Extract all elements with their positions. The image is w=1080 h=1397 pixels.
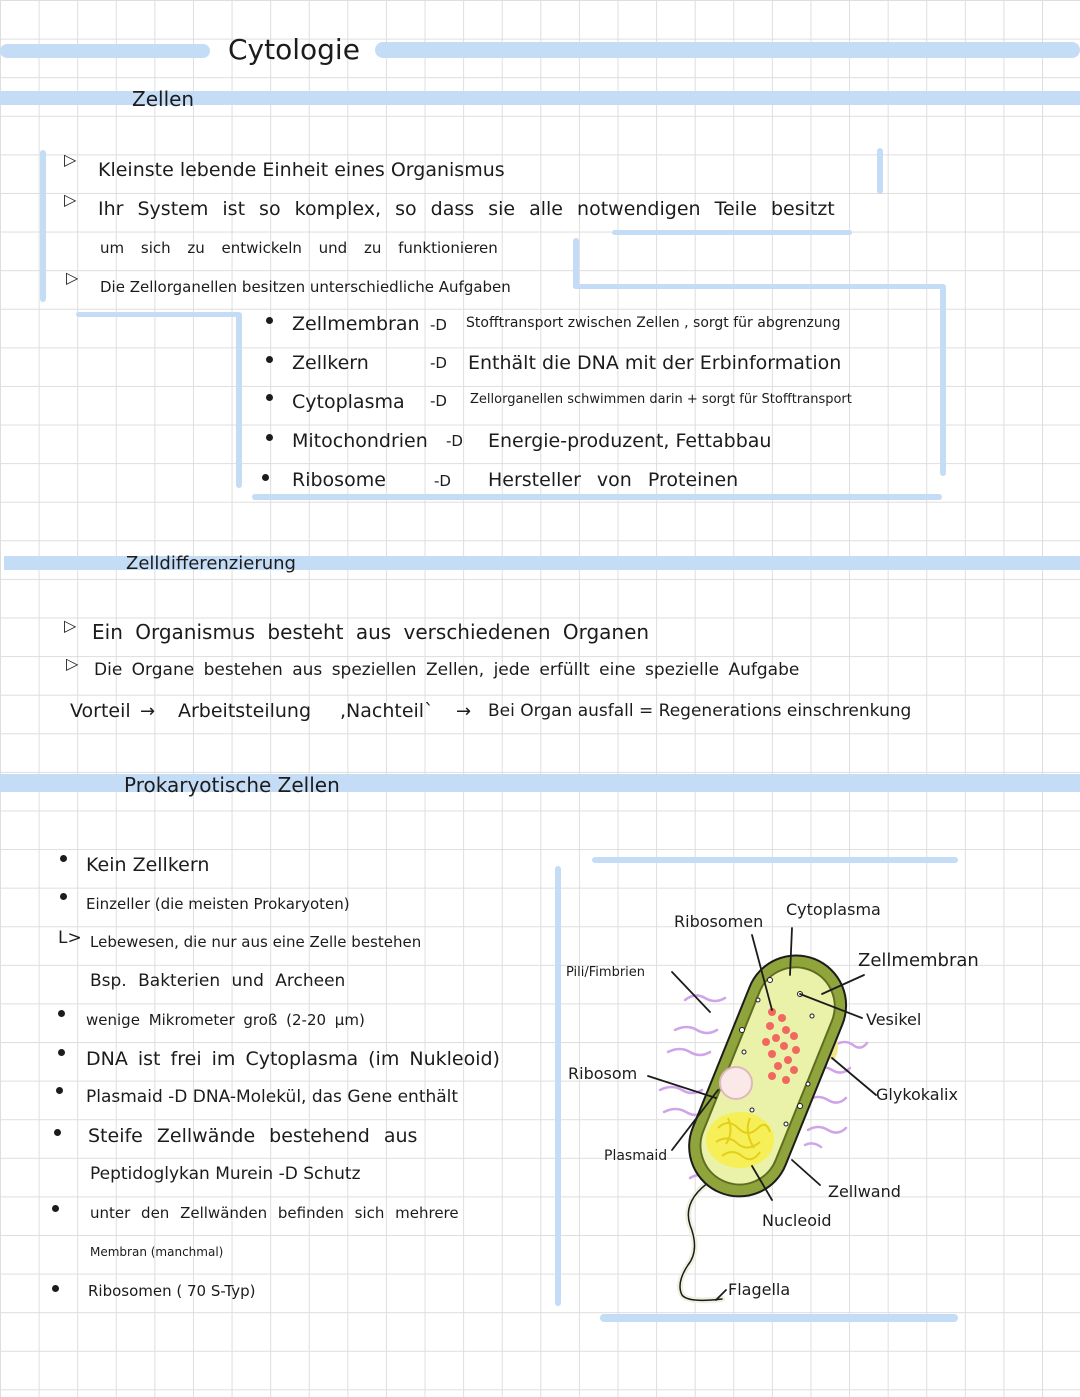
label-plasmaid: Plasmaid bbox=[604, 1148, 668, 1164]
label-zellmembran: Zellmembran bbox=[858, 950, 979, 971]
nachteil-label: ,Nachteil` bbox=[340, 700, 434, 722]
prokaryoten-line: unter den Zellwänden befinden sich mehrere bbox=[90, 1204, 459, 1222]
arrow: -D bbox=[430, 354, 447, 372]
hook-arrow: L> bbox=[58, 928, 82, 948]
label-glykokalix: Glykokalix bbox=[876, 1085, 958, 1104]
prokaryoten-line: Peptidoglykan Murein -D Schutz bbox=[90, 1164, 361, 1184]
arrow: -D bbox=[430, 392, 447, 410]
zellen-point-3: Die Zellorganellen besitzen unterschiedliche Aufgaben bbox=[100, 278, 511, 296]
section-heading-differenzierung: Zelldifferenzierung bbox=[126, 553, 296, 574]
organelle-name: Zellkern bbox=[292, 352, 369, 374]
triangle-marker: ▷ bbox=[66, 654, 79, 673]
nachteil-text: Bei Organ ausfall = Regenerations einschrenkung bbox=[488, 701, 912, 721]
label-pili: Pili/Fimbrien bbox=[566, 965, 646, 980]
organelle-name: Zellmembran bbox=[292, 313, 420, 335]
prokaryoten-line: DNA ist frei im Cytoplasma (im Nukleoid) bbox=[86, 1048, 500, 1070]
label-ribosomen: Ribosomen bbox=[674, 912, 764, 931]
prokaryoten-line: Einzeller (die meisten Prokaryoten) bbox=[86, 895, 350, 913]
organelle-desc: Zellorganellen schwimmen darin + sorgt für Stofftransport bbox=[470, 392, 852, 407]
triangle-marker: ▷ bbox=[64, 190, 77, 209]
prokaryoten-line: wenige Mikrometer groß (2-20 µm) bbox=[86, 1011, 365, 1029]
label-flagella: Flagella bbox=[728, 1280, 791, 1299]
organelle-name: Mitochondrien bbox=[292, 430, 428, 452]
arrow: → bbox=[456, 701, 472, 722]
prokaryoten-line: Bsp. Bakterien und Archeen bbox=[90, 971, 346, 991]
arrow: → bbox=[140, 701, 156, 722]
differenzierung-point-1: Ein Organismus besteht aus verschiedenen Organen bbox=[92, 620, 650, 644]
section-heading-prokaryoten: Prokaryotische Zellen bbox=[124, 773, 340, 797]
label-zellwand: Zellwand bbox=[828, 1182, 901, 1201]
arrow: -D bbox=[430, 316, 447, 334]
triangle-marker: ▷ bbox=[64, 150, 77, 169]
zellen-point-1: Kleinste lebende Einheit eines Organismus bbox=[98, 159, 505, 181]
zellen-point-2-cont: um sich zu entwickeln und zu funktionieren bbox=[100, 239, 498, 257]
prokaryoten-line: Membran (manchmal) bbox=[90, 1245, 224, 1259]
nucleoid bbox=[706, 1112, 774, 1168]
triangle-marker: ▷ bbox=[66, 268, 79, 287]
organelle-desc: Energie-produzent, Fettabbau bbox=[488, 430, 772, 452]
differenzierung-point-2: Die Organe bestehen aus speziellen Zellen, jede erfüllt eine spezielle Aufgabe bbox=[94, 660, 800, 680]
zellen-point-2: Ihr System ist so komplex, so dass sie alle notwendigen Teile besitzt bbox=[98, 198, 835, 220]
label-ribosom: Ribosom bbox=[568, 1064, 638, 1083]
page-title: Cytologie bbox=[228, 33, 360, 66]
arrow: -D bbox=[434, 472, 451, 490]
organelle-name: Cytoplasma bbox=[292, 391, 405, 413]
label-cytoplasma: Cytoplasma bbox=[786, 900, 881, 919]
prokaryoten-line: Kein Zellkern bbox=[86, 854, 210, 876]
prokaryoten-line: Ribosomen ( 70 S-Typ) bbox=[88, 1282, 256, 1300]
vorteil-label: Vorteil bbox=[70, 700, 131, 722]
section-heading-zellen: Zellen bbox=[132, 87, 195, 111]
triangle-marker: ▷ bbox=[64, 616, 77, 635]
organelle-desc: Stofftransport zwischen Zellen , sorgt für abgrenzung bbox=[466, 315, 841, 331]
prokaryoten-line: Lebewesen, die nur aus eine Zelle bestehen bbox=[90, 933, 422, 951]
organelle-desc: Hersteller von Proteinen bbox=[488, 469, 739, 491]
vorteil-text: Arbeitsteilung bbox=[178, 700, 312, 722]
organelle-name: Ribosome bbox=[292, 469, 386, 491]
prokaryoten-line: Steife Zellwände bestehend aus bbox=[88, 1125, 418, 1147]
ribosom-shape bbox=[720, 1067, 752, 1099]
organelle-desc: Enthält die DNA mit der Erbinformation bbox=[468, 352, 842, 374]
prokaryoten-line: Plasmaid -D DNA-Molekül, das Gene enthält bbox=[86, 1087, 459, 1107]
arrow: -D bbox=[446, 432, 463, 450]
label-nucleoid: Nucleoid bbox=[762, 1211, 832, 1230]
flagellum bbox=[680, 1180, 722, 1300]
label-vesikel: Vesikel bbox=[866, 1010, 922, 1029]
